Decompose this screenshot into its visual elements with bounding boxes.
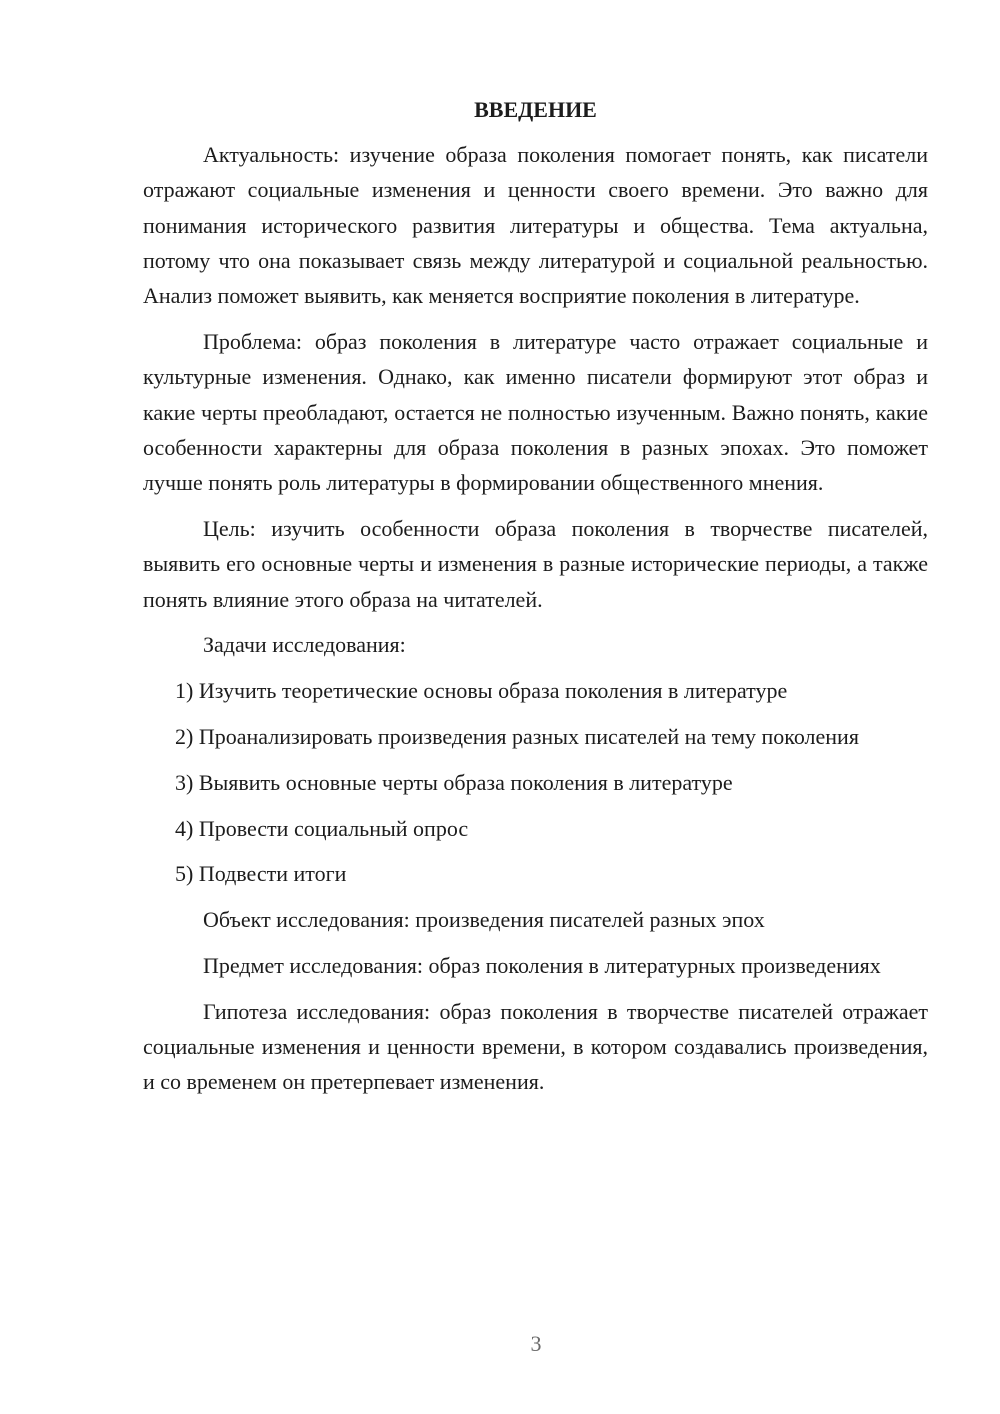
object-paragraph: Объект исследования: произведения писателей разных эпох	[203, 907, 765, 933]
hypothesis-paragraph: Гипотеза исследования: образ поколения в творчестве писателей отражает социальные изменения и ценности времени, в котором создавались произведения, и со временем он претерпевает изменения.	[143, 998, 928, 1095]
subject-paragraph: Предмет исследования: образ поколения в литературных произведениях	[203, 952, 881, 978]
task-item-3: 3) Выявить основные черты образа поколения в литературе	[175, 769, 733, 795]
page-content	[143, 92, 928, 1110]
task-item-2: 2) Проанализировать произведения разных писателей на тему поколения	[175, 723, 859, 749]
relevance-paragraph: Актуальность: изучение образа поколения помогает понять, как писатели отражают социальные изменения и ценности своего времени. Это важно для понимания исторического развития литературы и общества. Тема актуальна, потому что она показывает связь между литературой и социальной реальностью. Анализ поможет выявить, как меняется восприятие поколения в литературе.	[143, 142, 928, 309]
goal-paragraph: Цель: изучить особенности образа поколения в творчестве писателей, выявить его основные черты и изменения в разные исторические периоды, а также понять влияние этого образа на читателей.	[143, 515, 928, 612]
page-number: 3	[530, 1331, 542, 1356]
section-title: ВВЕДЕНИЕ	[474, 97, 597, 122]
task-item-4: 4) Провести социальный опрос	[175, 815, 469, 841]
task-item-1: 1) Изучить теоретические основы образа поколения в литературе	[175, 678, 788, 704]
tasks-heading: Задачи исследования:	[203, 632, 406, 658]
problem-paragraph: Проблема: образ поколения в литературе часто отражает социальные и культурные изменения. Однако, как именно писатели формируют этот образ и какие черты преобладают, остается не полностью изученным. Важно понять, какие особенности характерны для образа поколения в разных эпохах. Это поможет лучше понять роль литературы в формировании общественного мнения.	[143, 328, 928, 496]
task-item-5: 5) Подвести итоги	[175, 861, 347, 887]
